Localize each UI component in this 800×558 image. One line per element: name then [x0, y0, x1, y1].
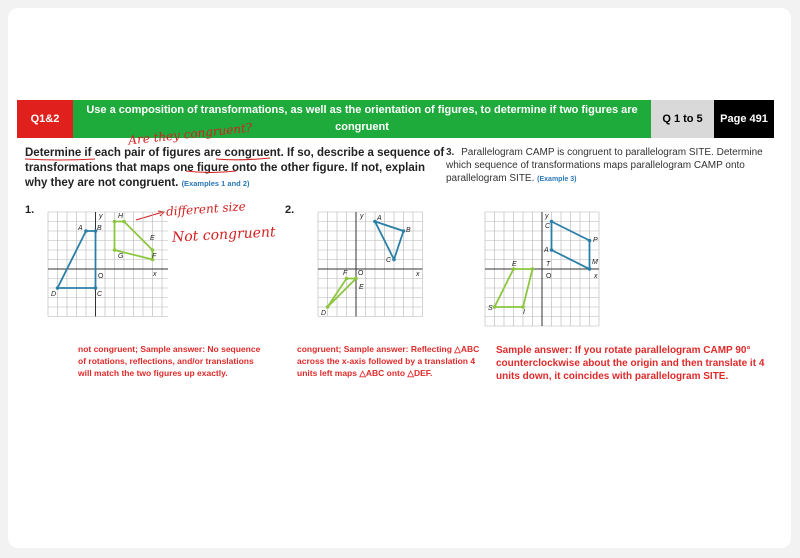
point-label: I	[523, 309, 525, 316]
problem-3-answer: Sample answer: If you rotate parallelogram CAMP 90° counterclockwise about the origin and then translate it 4 units down, it coincides with parallelogram SITE.	[496, 345, 765, 382]
instructions-ref: (Examples 1 and 2)	[181, 179, 250, 188]
vertex-point	[402, 229, 406, 233]
vertex-point	[56, 286, 60, 290]
graph-3	[485, 212, 605, 327]
vertex-point	[588, 239, 592, 243]
point-label: C	[97, 291, 103, 298]
point-label: S	[488, 305, 493, 312]
point-label: P	[593, 237, 598, 244]
vertex-point	[354, 277, 358, 281]
problem-1-answer: not congruent; Sample answer: No sequence of rotations, reflections, and/or translations will match the two figures up exactly.	[78, 344, 261, 378]
point-label: O	[358, 270, 364, 277]
point-label: O	[546, 273, 552, 280]
point-label: E	[150, 235, 155, 242]
point-label: F	[343, 270, 348, 277]
handwritten-verdict: Not congruent	[171, 224, 276, 246]
point-label: M	[592, 259, 598, 266]
point-label: y	[545, 213, 549, 220]
page-number: Page 491	[714, 100, 774, 138]
point-label: C	[545, 223, 551, 230]
problem-3-text: Parallelogram CAMP is congruent to parallelogram SITE. Determine which sequence of transformations maps parallelogram CAMP onto parallelogram SITE.	[446, 147, 763, 184]
point-label: y	[99, 213, 103, 220]
point-label: B	[97, 225, 102, 232]
vertex-point	[531, 267, 535, 271]
triangle-def	[328, 279, 357, 308]
vertex-point	[326, 305, 330, 309]
vertex-point	[151, 248, 155, 252]
vertex-point	[550, 248, 554, 252]
point-label: H	[118, 213, 124, 220]
instructions-text: Determine if each pair of figures are congruent. If so, describe a sequence of transformations that maps one figure onto the other figure. If not, explain why they are not congruent.	[25, 147, 445, 189]
problem-1-number: 1.	[25, 204, 35, 216]
problem-2-answer: congruent; Sample answer: Reflecting △ABC across the x-axis followed by a translation 4 units left maps △ABC onto △DEF.	[297, 344, 480, 378]
vertex-point	[345, 277, 349, 281]
vertex-point	[550, 220, 554, 224]
vertex-point	[392, 258, 396, 262]
point-label: G	[118, 253, 124, 260]
point-label: D	[51, 291, 57, 298]
point-label: F	[152, 253, 157, 260]
problem-2-number: 2.	[285, 204, 295, 216]
point-label: A	[377, 215, 382, 222]
point-label: A	[78, 225, 83, 232]
vertex-point	[588, 267, 592, 271]
vertex-point	[84, 229, 88, 233]
point-label: x	[153, 271, 157, 278]
point-label: E	[512, 261, 517, 268]
point-label: C	[386, 257, 392, 264]
graph-1	[48, 212, 168, 322]
point-label: O	[98, 273, 104, 280]
point-label: x	[416, 271, 420, 278]
vertex-point	[122, 220, 126, 224]
vertex-point	[113, 248, 117, 252]
problem-3-number: 3.	[446, 147, 455, 158]
point-label: D	[321, 310, 327, 317]
question-range: Q 1 to 5	[651, 100, 714, 138]
point-label: A	[544, 247, 549, 254]
point-label: x	[594, 273, 598, 280]
graph-2	[318, 212, 428, 322]
handwritten-question: Are they congruent?	[127, 120, 253, 148]
vertex-point	[94, 286, 98, 290]
objective-text: Use a composition of transformations, as well as the orientation of figures, to determine if two figures are congruent	[73, 100, 651, 138]
point-label: B	[406, 227, 411, 234]
vertex-point	[493, 305, 497, 309]
handwritten-size-note: different size	[165, 199, 247, 219]
problem-3-ref: (Example 3)	[537, 176, 577, 183]
vertex-point	[113, 220, 117, 224]
point-label: T	[546, 261, 551, 268]
point-label: y	[360, 213, 364, 220]
section-label: Q1&2	[17, 100, 73, 138]
point-label: E	[359, 284, 364, 291]
